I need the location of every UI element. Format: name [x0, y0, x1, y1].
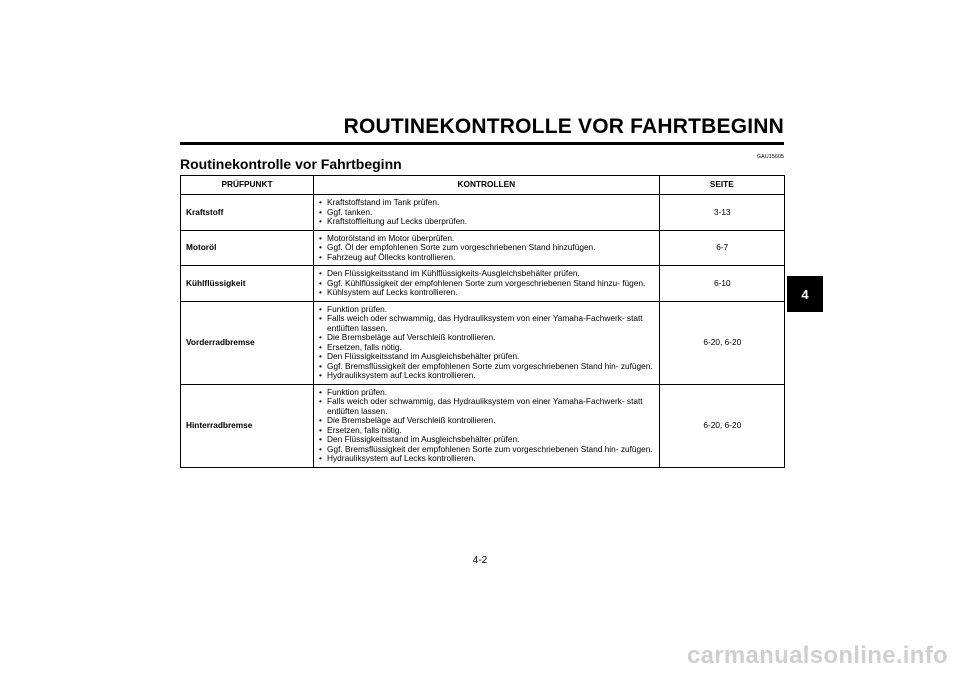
document-code: GAU15605	[756, 154, 784, 160]
table-row	[181, 266, 785, 302]
check-item: • Funktion prüfen.	[319, 388, 655, 398]
check-cell	[314, 195, 660, 231]
check-item: • Falls weich oder schwammig, das Hydrauliksystem von einer Yamaha-Fachwerk- statt entlüften lassen.	[319, 397, 655, 416]
page-reference: 6-7	[659, 230, 784, 266]
site-watermark: carmanualsonline.info	[686, 642, 948, 669]
check-item: • Kraftstoffstand im Tank prüfen.	[319, 198, 655, 208]
check-item: • Den Flüssigkeitsstand im Kühlflüssigkeits-Ausgleichsbehälter prüfen.	[319, 269, 655, 279]
item-name: Motoröl	[181, 230, 314, 266]
item-name: Kraftstoff	[181, 195, 314, 231]
check-item: • Hydrauliksystem auf Lecks kontrollieren.	[319, 371, 655, 381]
check-item: • Motorölstand im Motor überprüfen.	[319, 234, 655, 244]
column-header-page: SEITE	[659, 176, 784, 195]
check-item: • Den Flüssigkeitsstand im Ausgleichsbehälter prüfen.	[319, 352, 655, 362]
check-item: • Ggf. tanken.	[319, 208, 655, 218]
check-item: • Ersetzen, falls nötig.	[319, 343, 655, 353]
check-list	[319, 198, 655, 227]
chapter-tab: 4	[787, 276, 823, 312]
check-list	[319, 305, 655, 381]
check-cell	[314, 266, 660, 302]
page-number: 4-2	[472, 555, 488, 566]
check-item: • Ggf. Kühlflüssigkeit der empfohlenen Sorte zum vorgeschriebenen Stand hinzu- fügen.	[319, 279, 655, 289]
check-cell	[314, 301, 660, 384]
check-item: • Ggf. Bremsflüssigkeit der empfohlenen Sorte zum vorgeschriebenen Stand hin- zufügen.	[319, 445, 655, 455]
check-item: • Die Bremsbeläge auf Verschleiß kontrollieren.	[319, 333, 655, 343]
item-name: Hinterradbremse	[181, 384, 314, 467]
table-row	[181, 230, 785, 266]
check-item: • Ggf. Öl der empfohlenen Sorte zum vorgeschriebenen Stand hinzufügen.	[319, 243, 655, 253]
checklist-table	[180, 175, 785, 468]
page-reference: 6-20, 6-20	[659, 384, 784, 467]
check-cell	[314, 384, 660, 467]
header-rule	[180, 142, 784, 145]
table-header-row	[181, 176, 785, 195]
table-row	[181, 195, 785, 231]
check-cell	[314, 230, 660, 266]
check-item: • Ggf. Bremsflüssigkeit der empfohlenen Sorte zum vorgeschriebenen Stand hin- zufügen.	[319, 362, 655, 372]
item-name: Vorderradbremse	[181, 301, 314, 384]
check-item: • Hydrauliksystem auf Lecks kontrollieren.	[319, 454, 655, 464]
page-reference: 6-20, 6-20	[659, 301, 784, 384]
check-item: • Kühlsystem auf Lecks kontrollieren.	[319, 288, 655, 298]
check-item: • Fahrzeug auf Öllecks kontrollieren.	[319, 253, 655, 263]
column-header-item: PRÜFPUNKT	[181, 176, 314, 195]
table-row	[181, 301, 785, 384]
check-item: • Falls weich oder schwammig, das Hydrauliksystem von einer Yamaha-Fachwerk- statt entlüften lassen.	[319, 314, 655, 333]
page-reference: 3-13	[659, 195, 784, 231]
table-row	[181, 384, 785, 467]
check-list	[319, 269, 655, 298]
check-item: • Funktion prüfen.	[319, 305, 655, 315]
item-name: Kühlflüssigkeit	[181, 266, 314, 302]
section-title: Routinekontrolle vor Fahrtbeginn	[180, 156, 402, 172]
check-item: • Den Flüssigkeitsstand im Ausgleichsbehälter prüfen.	[319, 435, 655, 445]
page-header-title: ROUTINEKONTROLLE VOR FAHRTBEGINN	[343, 115, 784, 138]
check-item: • Die Bremsbeläge auf Verschleiß kontrollieren.	[319, 416, 655, 426]
check-item: • Kraftstoffleitung auf Lecks überprüfen.	[319, 217, 655, 227]
check-list	[319, 234, 655, 263]
check-list	[319, 388, 655, 464]
page-reference: 6-10	[659, 266, 784, 302]
check-item: • Ersetzen, falls nötig.	[319, 426, 655, 436]
column-header-checks: KONTROLLEN	[314, 176, 660, 195]
